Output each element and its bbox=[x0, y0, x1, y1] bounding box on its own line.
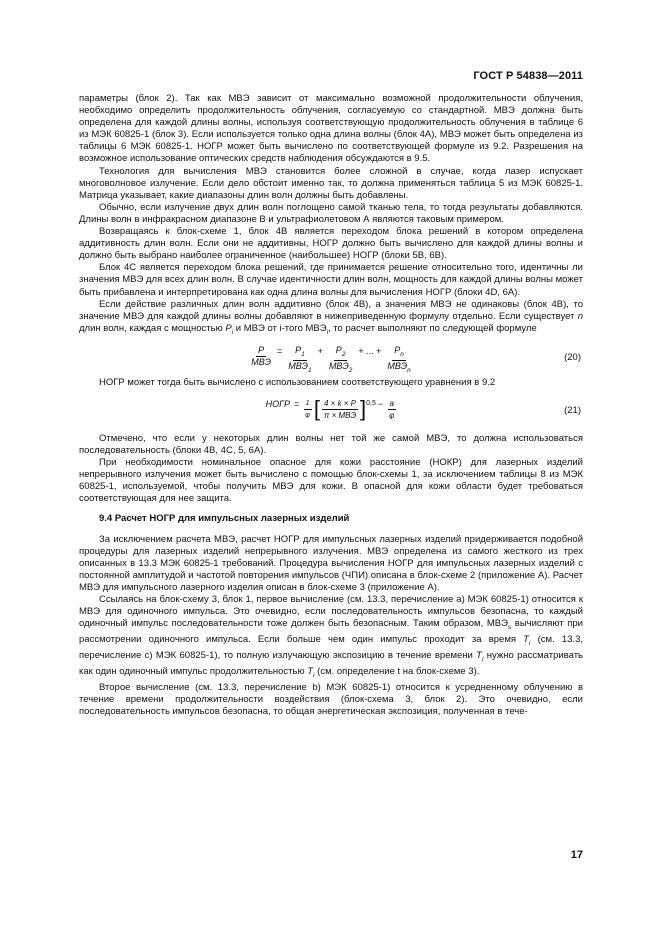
text-span: (см. 13.3, перечисление с) МЭК 60825-1), то полную излучающую экспозицию в течение времени bbox=[79, 634, 583, 662]
paragraph: За исключением расчета МВЭ, расчет НОГР для импульсных лазерных изделий придерживается подобной процедуры для лазерных изделий непрерывного излучения. МВЭ определена из самого жесткого из трех описанных в 13.3 МЭК 60825-1 требований. Процедура вычисления НОГР для импульсных лазерных изделий с постоянной амплитудой и частотой повторения импульсов (ЧПИ) описана в блок-схеме 2 (приложение А). Расчет МВЭ для импульсного лазерного изделия описан в блок-схеме 3 (приложение А). bbox=[79, 533, 583, 593]
text-span: , то расчет выполняют по следующей формуле bbox=[328, 322, 537, 334]
formula-lhs: НОГР bbox=[265, 398, 291, 409]
paragraph: Блок 4С является переходом блока решений, где принимается решение относительно того, идентичны ли значения МВЭ для всех длин волн. В случае идентичности длин волн, мощность для каждой длины волны может быть прибавлена и интерпретирована как одна длина волны для вычисления НОГР (блоки 4D, 6А). bbox=[79, 262, 583, 298]
text-span: длин волн, каждая с мощностью bbox=[79, 322, 226, 334]
italic-var: P bbox=[225, 322, 232, 334]
document-body bbox=[79, 93, 583, 718]
fraction: $\frac{P_n}{МВЭ_n}$ bbox=[387, 344, 411, 374]
paragraph bbox=[79, 594, 583, 682]
exponent: 0,5 bbox=[366, 399, 376, 407]
section-heading: 9.4 Расчет НОГР для импульсных лазерных изделий bbox=[99, 513, 350, 525]
right-bracket: ] bbox=[360, 395, 367, 421]
fraction: $\frac{4 \times k \times P}{\text{π × МВЭ}}$ bbox=[324, 398, 357, 420]
text-span: и МВЭ от i-того МВЭ bbox=[233, 322, 327, 334]
subscript: i bbox=[528, 640, 531, 648]
fraction: $\frac{P_2}{МВЭ_2}$ bbox=[328, 344, 353, 374]
paragraph: НОГР может тогда быть вычислено с использованием соответствующего уравнения в 9.2 bbox=[99, 376, 496, 388]
paragraph: Обычно, если излучение двух длин волн поглощено самой тканью тела, то тогда результаты добавляются. Длины волн в инфракрасном диапазоне В и ультрафиолетовом А являются таковым примером. bbox=[79, 201, 583, 225]
paragraph: Возвращаясь к блок-схеме 1, блок 4В является переходом блока решений в котором определена аддитивность длин волн. Если они не аддитивны, НОГР должно быть вычислено для каждой длины волны и должно быть выбрано наиболее ограниченное (наибольшее) НОГР (блоки 5В, 6В). bbox=[79, 226, 583, 262]
text-span: Если действие различных длин волн аддитивно (блок 4В), а значения МВЭ не одинаковы (блок 4В), то значение МВЭ для каждой длины волны добавляют в нижеприведенную формулу отдельно. Если существует bbox=[79, 298, 583, 322]
italic-var: n bbox=[577, 310, 583, 322]
italic-var: T bbox=[307, 666, 314, 678]
fraction: $\frac{1}{\varphi}$ bbox=[305, 399, 310, 419]
italic-var: T bbox=[523, 634, 529, 646]
paragraph bbox=[79, 299, 583, 339]
fraction: $\frac{P}{\text{МВЭ}}$ bbox=[251, 344, 272, 367]
fraction: $\frac{P_1}{МВЭ_1}$ bbox=[288, 344, 312, 374]
formula-20 bbox=[79, 344, 583, 374]
paragraph: Технология для вычисления МВЭ становится более сложной в случае, когда лазер испускает многоволновое излучение. Если дело обстоит именно так, то должна применяться таблица 5 из МЭК 60825-1. Матрица указывает, какие диапазоны длин волн должны быть добавлены. bbox=[79, 165, 583, 201]
text-span: (см. определение t на блок-схеме 3). bbox=[314, 666, 480, 678]
ellipsis-sum: + ... + bbox=[358, 345, 382, 356]
minus-sign: − bbox=[377, 398, 384, 409]
formula-21 bbox=[79, 395, 583, 427]
equals-sign: = bbox=[294, 398, 300, 409]
left-bracket: [ bbox=[313, 395, 320, 421]
equation-number: (20) bbox=[564, 351, 581, 363]
subscript: i bbox=[313, 672, 315, 680]
plus-sign: + bbox=[317, 345, 323, 356]
paragraph: Второе вычисление (см. 13.3, перечисление b) МЭК 60825-1) относится к усредненному облучению в течение времени продолжительности воздействия (блок-схема 3, блок 2). Это очевидно, если последовательность импульсов безопасна, то общая энергетическая экспозиция, полученная в тече- bbox=[79, 682, 583, 718]
fraction: $\frac{a}{\varphi}$ bbox=[389, 398, 395, 420]
document-header: ГОСТ Р 54838—2011 bbox=[473, 70, 583, 82]
paragraph: параметры (блок 2). Так как МВЭ зависит от максимально возможной продолжительности облучения, необходимо определить продолжительность облучения, согласуемую со стандартной. МВЭ должна быть определена для каждой длины волны, используя соответствующую продолжительность облучения в таблице 6 из МЭК 60825-1 (блок 3). Если используется только одна длина волны (блок 4А), МВЭ может быть определена из таблицы 6 МЭК 60825-1. НОГР может быть вычислено по соответствующей формуле из 9.2. Разрешения на возможное использование оптических средств наблюдения обсуждаются в 9.5. bbox=[79, 93, 583, 165]
paragraph: При необходимости номинальное опасное для кожи расстояние (НОКР) для лазерных изделий непрерывного излучения может быть вычислено с помощью блок-схемы 1, за исключением таблицы 8 из МЭК 60825-1, используемой, чтобы получить МВЭ для кожи. В опасной для кожи области будет требоваться соответствующая для нее защита. bbox=[79, 457, 583, 505]
equals-sign: = bbox=[277, 345, 283, 356]
equation-number: (21) bbox=[564, 404, 581, 416]
subscript: i bbox=[326, 328, 329, 336]
subscript: s bbox=[507, 624, 512, 632]
text-span: нужно рассматривать как один одиночный импульс продолжительностью bbox=[79, 650, 583, 678]
subscript: i bbox=[231, 328, 234, 336]
paragraph: Отмечено, что если у некоторых длин волны нет той же самой МВЭ, то должна использоваться последовательность (блоки 4В, 4С, 5, 6А). bbox=[79, 432, 583, 456]
page-number: 17 bbox=[570, 849, 583, 861]
italic-var: T bbox=[476, 650, 482, 662]
text-span: вычисляют при рассмотрении одиночного импульса. Если больше чем один импульс проходит за время bbox=[79, 618, 583, 646]
subscript: i bbox=[481, 656, 484, 664]
text-span: Ссылаясь на блок-схему 3, блок 1, первое вычисление (см. 13.3, перечисление а) МЭК 60825-1) относится к МВЭ для одиночного импульса. Это очевидно, если последовательность импульсов безопасна, то каждый одиночный импульс последовательности тоже должен быть безопасным. Таким образом, МВЭ bbox=[79, 593, 583, 630]
